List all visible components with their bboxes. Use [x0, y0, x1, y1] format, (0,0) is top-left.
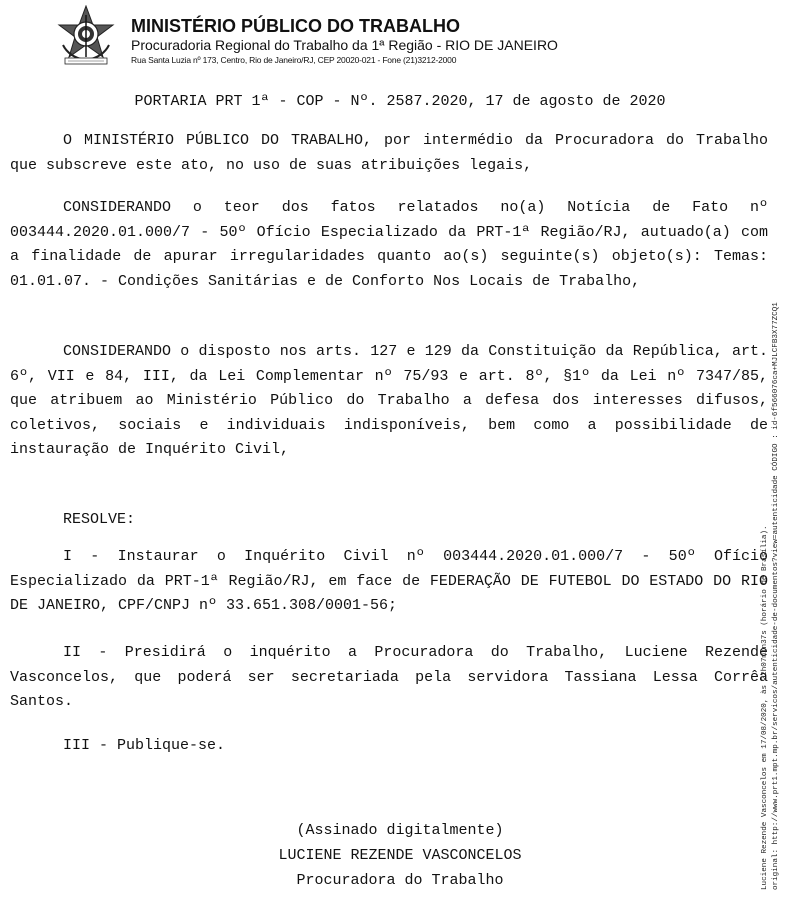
signature-name: LUCIENE REZENDE VASCONCELOS [278, 847, 522, 864]
portaria-title: PORTARIA PRT 1ª - COP - Nº. 2587.2020, 17 de agosto de 2020 [134, 93, 666, 110]
regional-name: Procuradoria Regional do Trabalho da 1ª Região - RIO DE JANEIRO [131, 37, 558, 53]
paragraph-item-2: II - Presidirá o inquérito a Procuradora do Trabalho, Luciene Rezende Vasconcelos, que poderá ser secretariada pela servidora Tassiana Lessa Corrêa Santos. [10, 644, 768, 710]
paragraph-considerando-1: CONSIDERANDO o teor dos fatos relatados no(a) Notícia de Fato nº 003444.2020.01.000/7 - 50º Ofício Especializado da PRT-1ª Região/RJ, autuado(a) com a finalidade de apurar irregularidades quanto ao(s) seguinte(s) objeto(s): Temas: 01.01.07. - Condições Sanitárias e de Conforto Nos Locais de Trabalho, [10, 199, 768, 290]
paragraph-resolve: RESOLVE: [63, 511, 136, 528]
org-name: MINISTÉRIO PÚBLICO DO TRABALHO [131, 16, 460, 36]
stamp-line-1: Luciene Rezende Vasconcelos em 17/08/2020, às 22h07min37s (horário de Brasília). [761, 525, 769, 890]
paragraph-item-3: III - Publique-se. [63, 737, 226, 754]
paragraph-considerando-2: CONSIDERANDO o disposto nos arts. 127 e 129 da Constituição da República, art. 6º, VII e 84, III, da Lei Complementar nº 75/93 e art. 8º, §1º da Lei nº 7347/85, que atribuem ao Ministério Público do Trabalho a defesa dos interesses difusos, coletivos, sociais e individuais indisponíveis, bem como a possibilidade de instauração de Inquérito Civil, [10, 343, 768, 458]
paragraph-item-1: I - Instaurar o Inquérito Civil nº 003444.2020.01.000/7 - 50º Ofício Especializado da PRT-1ª Região/RJ, em face de FEDERAÇÃO DE FUTEBOL DO ESTADO DO RIO DE JANEIRO, CPF/CNPJ nº 33.651.308/0001-56; [10, 548, 768, 614]
paragraph-intro: O MINISTÉRIO PÚBLICO DO TRABALHO, por intermédio da Procuradora do Trabalho que subscreve este ato, no uso de suas atribuições legais, [10, 132, 768, 174]
signature-note: (Assinado digitalmente) [296, 822, 504, 839]
letterhead [55, 5, 655, 67]
org-address: Rua Santa Luzia nº 173, Centro, Rio de Janeiro/RJ, CEP 20020-021 - Fone (21)3212-2000 [131, 55, 457, 65]
signature-role: Procuradora do Trabalho [296, 872, 504, 889]
authentication-stamp [760, 10, 796, 890]
stamp-line-2: original: http://www.prt1.mpt.mp.br/servicos/autenticidade-de-documentos?view=autenticidade CÓDIGO : id-6f566076ca+MJLCFB3X77ZCQ1 [772, 302, 780, 890]
brazil-coat-of-arms-icon [55, 5, 117, 67]
